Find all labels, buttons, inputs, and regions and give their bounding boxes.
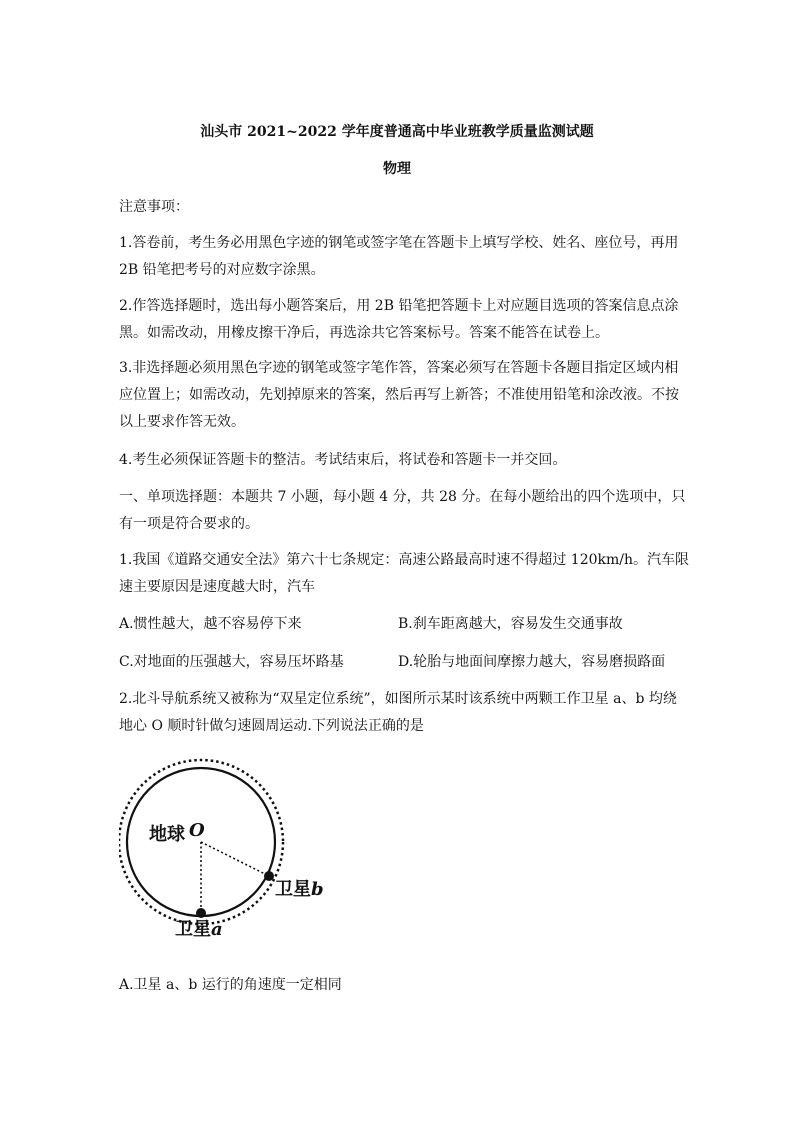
question-2-stem-line-1: 2.北斗导航系统又被称为“双星定位系统”，如图所示某时该系统中两颗工作卫星 a、b 均绕 [119, 691, 677, 707]
satellite-b-dot [264, 871, 274, 881]
exam-subject: 物理 [383, 161, 411, 177]
question-2-option-a: A.卫星 a、b 运行的角速度一定相同 [119, 977, 342, 993]
question-1-stem-line-1: 1.我国《道路交通安全法》第六十七条规定：高速公路最高时速不得超过 120km/h。汽车限 [119, 552, 690, 568]
question-2-stem-line-2: 地心 O 顺时针做匀速圆周运动.下列说法正确的是 [119, 718, 424, 734]
satellite-orbit-figure [119, 756, 339, 946]
notice-item-1-line-1: 1.答卷前，考生务必用黑色字迹的钢笔或签字笔在答题卡上填写学校、姓名、座位号，再用 [119, 235, 679, 251]
question-1-option-a: A.惯性越大，越不容易停下来 [119, 616, 302, 632]
notice-item-3-line-2: 应位置上；如需改动，先划掉原来的答案，然后再写上新答；不准使用铅笔和涂改液。不按 [119, 387, 679, 403]
section-1-line-1: 一、单项选择题：本题共 7 小题，每小题 4 分，共 28 分。在每小题给出的四个选项中，只 [119, 489, 686, 505]
exam-title: 汕头市 2021~2022 学年度普通高中毕业班教学质量监测试题 [200, 124, 594, 140]
earth-label: 地球 [149, 824, 185, 845]
notice-item-2-line-2: 黑。如需改动，用橡皮擦干净后，再选涂共它答案标号。答案不能答在试卷上。 [119, 325, 609, 341]
satellite-a-label: 卫星a [175, 919, 223, 940]
question-1-option-b: B.刹车距离越大，容易发生交通事故 [398, 616, 623, 632]
notice-item-4: 4.考生必须保证答题卡的整洁。考试结束后，将试卷和答题卡一并交回。 [119, 452, 567, 468]
radius-to-satellite-b [201, 842, 269, 876]
notice-item-3-line-1: 3.非选择题必须用黑色字迹的钢笔或签字笔作答，答案必须写在答题卡各题目指定区域内相 [119, 360, 679, 376]
notice-heading: 注意事项： [119, 199, 189, 215]
section-1-line-2: 有一项是符合要求的。 [119, 516, 259, 532]
center-o-label: O [189, 820, 205, 841]
question-1-stem-line-2: 速主要原因是速度越大时，汽车 [119, 579, 315, 595]
notice-item-1-line-2: 2B 铅笔把考号的对应数字涂黑。 [119, 262, 325, 278]
question-1-option-c: C.对地面的压强越大，容易压坏路基 [119, 654, 344, 670]
satellite-a-dot [196, 908, 206, 918]
notice-item-2-line-1: 2.作答选择题时，选出每小题答案后，用 2B 铅笔把答题卡上对应题目选项的答案信息点涂 [119, 298, 679, 314]
satellite-b-label: 卫星b [275, 879, 324, 900]
notice-item-3-line-3: 以上要求作答无效。 [119, 414, 245, 430]
question-1-option-d: D.轮胎与地面间摩擦力越大，容易磨损路面 [398, 654, 666, 670]
